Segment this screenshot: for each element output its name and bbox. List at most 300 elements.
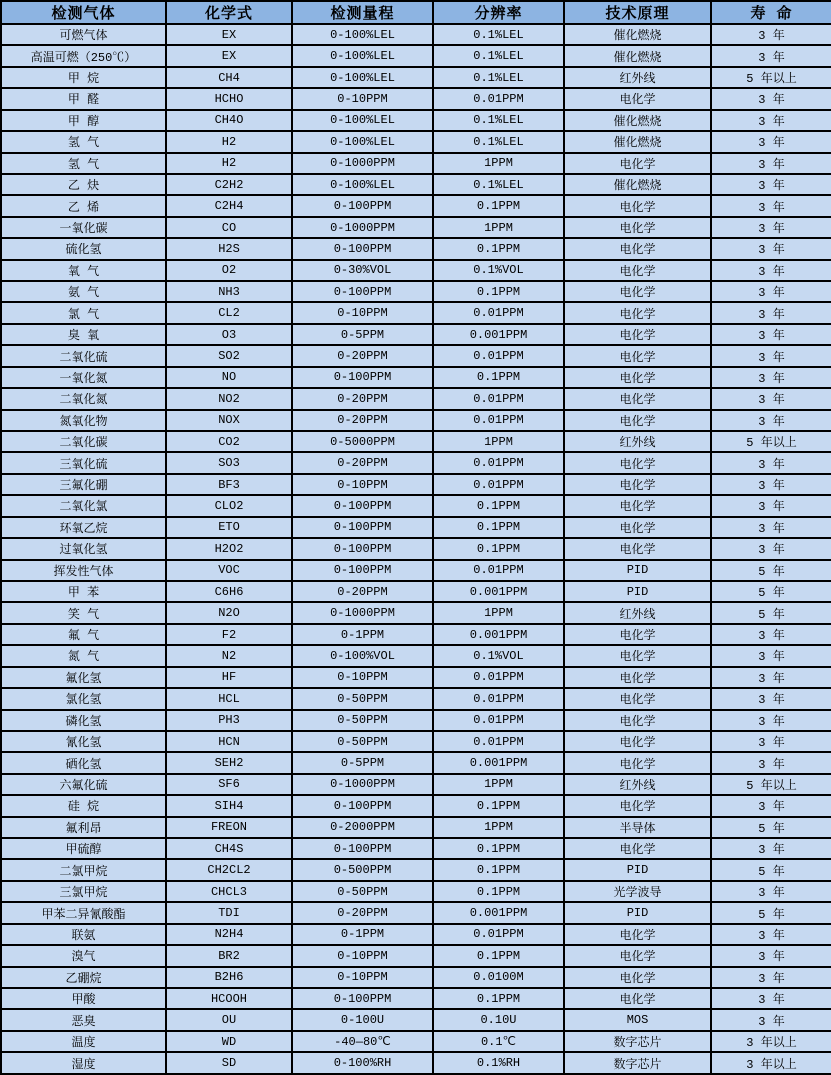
cell-formula: CHCL3	[166, 881, 292, 902]
table-row	[1, 110, 831, 131]
table-row	[1, 24, 831, 45]
cell-formula: N2O	[166, 602, 292, 623]
cell-principle: 红外线	[564, 431, 711, 452]
table-row	[1, 881, 831, 902]
cell-range: 0-1000PPM	[292, 602, 433, 623]
cell-resolution: 0.01PPM	[433, 410, 564, 431]
table-row	[1, 474, 831, 495]
cell-formula: EX	[166, 24, 292, 45]
table-row	[1, 924, 831, 945]
cell-lifespan: 3 年	[711, 1009, 831, 1030]
cell-resolution: 1PPM	[433, 602, 564, 623]
table-row	[1, 174, 831, 195]
cell-lifespan: 3 年	[711, 474, 831, 495]
cell-formula: CO2	[166, 431, 292, 452]
cell-lifespan: 3 年	[711, 260, 831, 281]
cell-range: 0-100PPM	[292, 495, 433, 516]
table-row	[1, 667, 831, 688]
table-row	[1, 324, 831, 345]
cell-range: 0-100%LEL	[292, 24, 433, 45]
cell-formula: NH3	[166, 281, 292, 302]
cell-principle: 催化燃烧	[564, 131, 711, 152]
cell-resolution: 0.1PPM	[433, 795, 564, 816]
cell-lifespan: 5 年	[711, 902, 831, 923]
table-row	[1, 388, 831, 409]
cell-formula: H2O2	[166, 538, 292, 559]
cell-principle: 电化学	[564, 495, 711, 516]
cell-formula: PH3	[166, 710, 292, 731]
cell-resolution: 0.01PPM	[433, 388, 564, 409]
cell-range: 0-10PPM	[292, 474, 433, 495]
cell-resolution: 0.01PPM	[433, 474, 564, 495]
cell-gas-name: 氟化氢	[1, 667, 166, 688]
cell-resolution: 0.1PPM	[433, 881, 564, 902]
cell-formula: EX	[166, 45, 292, 66]
cell-lifespan: 3 年	[711, 731, 831, 752]
cell-range: 0-100%LEL	[292, 110, 433, 131]
cell-principle: 电化学	[564, 345, 711, 366]
cell-principle: PID	[564, 902, 711, 923]
cell-principle: 电化学	[564, 388, 711, 409]
cell-lifespan: 5 年以上	[711, 774, 831, 795]
cell-range: 0-100%VOL	[292, 645, 433, 666]
cell-resolution: 0.001PPM	[433, 581, 564, 602]
cell-range: 0-100%LEL	[292, 131, 433, 152]
cell-resolution: 0.10U	[433, 1009, 564, 1030]
cell-resolution: 0.01PPM	[433, 560, 564, 581]
cell-gas-name: 溴气	[1, 945, 166, 966]
cell-formula: SF6	[166, 774, 292, 795]
header-row	[1, 1, 831, 24]
cell-lifespan: 3 年	[711, 131, 831, 152]
cell-principle: 电化学	[564, 153, 711, 174]
cell-gas-name: 臭 氧	[1, 324, 166, 345]
cell-formula: CH4O	[166, 110, 292, 131]
cell-gas-name: 二氧化碳	[1, 431, 166, 452]
cell-formula: HCHO	[166, 88, 292, 109]
cell-formula: CLO2	[166, 495, 292, 516]
cell-resolution: 1PPM	[433, 153, 564, 174]
cell-lifespan: 3 年	[711, 174, 831, 195]
cell-lifespan: 3 年	[711, 924, 831, 945]
cell-lifespan: 3 年	[711, 452, 831, 473]
cell-gas-name: 联氨	[1, 924, 166, 945]
table-row	[1, 431, 831, 452]
cell-lifespan: 3 年	[711, 281, 831, 302]
cell-formula: CO	[166, 217, 292, 238]
cell-resolution: 0.1%LEL	[433, 131, 564, 152]
cell-principle: 红外线	[564, 774, 711, 795]
cell-gas-name: 乙硼烷	[1, 967, 166, 988]
cell-formula: ETO	[166, 517, 292, 538]
cell-resolution: 0.0100M	[433, 967, 564, 988]
table-row	[1, 838, 831, 859]
cell-resolution: 0.1PPM	[433, 988, 564, 1009]
cell-formula: HCN	[166, 731, 292, 752]
cell-lifespan: 3 年	[711, 988, 831, 1009]
cell-formula: C2H2	[166, 174, 292, 195]
cell-resolution: 0.01PPM	[433, 452, 564, 473]
cell-formula: B2H6	[166, 967, 292, 988]
cell-principle: 电化学	[564, 88, 711, 109]
cell-resolution: 0.01PPM	[433, 302, 564, 323]
cell-lifespan: 3 年	[711, 324, 831, 345]
cell-formula: OU	[166, 1009, 292, 1030]
cell-resolution: 0.1%VOL	[433, 645, 564, 666]
cell-resolution: 1PPM	[433, 774, 564, 795]
cell-principle: 电化学	[564, 517, 711, 538]
table-row	[1, 217, 831, 238]
table-row	[1, 410, 831, 431]
cell-gas-name: 乙 炔	[1, 174, 166, 195]
cell-range: 0-100PPM	[292, 195, 433, 216]
cell-range: 0-10PPM	[292, 945, 433, 966]
cell-gas-name: 氟利昂	[1, 817, 166, 838]
cell-lifespan: 3 年	[711, 45, 831, 66]
table-row	[1, 581, 831, 602]
cell-range: 0-20PPM	[292, 452, 433, 473]
cell-principle: 电化学	[564, 988, 711, 1009]
cell-lifespan: 3 年	[711, 945, 831, 966]
cell-range: 0-10PPM	[292, 667, 433, 688]
cell-resolution: 0.001PPM	[433, 324, 564, 345]
cell-range: 0-100%LEL	[292, 67, 433, 88]
cell-resolution: 0.01PPM	[433, 345, 564, 366]
cell-lifespan: 3 年	[711, 967, 831, 988]
cell-formula: H2	[166, 153, 292, 174]
cell-formula: C6H6	[166, 581, 292, 602]
table-row	[1, 1031, 831, 1052]
cell-range: 0-20PPM	[292, 410, 433, 431]
cell-principle: PID	[564, 581, 711, 602]
cell-gas-name: 氨 气	[1, 281, 166, 302]
cell-lifespan: 5 年	[711, 560, 831, 581]
cell-gas-name: 过氧化氢	[1, 538, 166, 559]
cell-gas-name: 硅 烷	[1, 795, 166, 816]
cell-principle: 电化学	[564, 302, 711, 323]
cell-range: 0-100PPM	[292, 795, 433, 816]
cell-range: 0-20PPM	[292, 581, 433, 602]
table-row	[1, 688, 831, 709]
cell-resolution: 0.1PPM	[433, 367, 564, 388]
cell-gas-name: 三氯甲烷	[1, 881, 166, 902]
cell-lifespan: 5 年以上	[711, 431, 831, 452]
cell-gas-name: 挥发性气体	[1, 560, 166, 581]
column-header-lifespan: 寿 命	[711, 1, 831, 24]
cell-resolution: 0.1PPM	[433, 495, 564, 516]
cell-gas-name: 甲硫醇	[1, 838, 166, 859]
cell-lifespan: 3 年	[711, 881, 831, 902]
cell-range: 0-1PPM	[292, 924, 433, 945]
cell-lifespan: 3 年	[711, 24, 831, 45]
cell-gas-name: 甲 苯	[1, 581, 166, 602]
cell-resolution: 0.1PPM	[433, 538, 564, 559]
cell-principle: PID	[564, 560, 711, 581]
cell-lifespan: 3 年	[711, 710, 831, 731]
cell-gas-name: 二氯甲烷	[1, 859, 166, 880]
cell-range: 0-50PPM	[292, 731, 433, 752]
cell-lifespan: 3 年	[711, 302, 831, 323]
table-row	[1, 967, 831, 988]
cell-formula: HCL	[166, 688, 292, 709]
cell-resolution: 0.1%VOL	[433, 260, 564, 281]
cell-range: 0-100PPM	[292, 838, 433, 859]
cell-lifespan: 3 年	[711, 195, 831, 216]
cell-gas-name: 恶臭	[1, 1009, 166, 1030]
cell-range: 0-1000PPM	[292, 774, 433, 795]
cell-formula: WD	[166, 1031, 292, 1052]
cell-formula: SO3	[166, 452, 292, 473]
cell-lifespan: 3 年	[711, 88, 831, 109]
cell-gas-name: 氮 气	[1, 645, 166, 666]
table-row	[1, 560, 831, 581]
cell-lifespan: 3 年	[711, 538, 831, 559]
cell-range: 0-500PPM	[292, 859, 433, 880]
cell-range: 0-20PPM	[292, 345, 433, 366]
cell-principle: 电化学	[564, 410, 711, 431]
cell-lifespan: 3 年	[711, 752, 831, 773]
cell-principle: 电化学	[564, 667, 711, 688]
table-row	[1, 195, 831, 216]
cell-principle: 电化学	[564, 281, 711, 302]
cell-resolution: 0.001PPM	[433, 902, 564, 923]
cell-range: 0-100%LEL	[292, 174, 433, 195]
cell-resolution: 0.1PPM	[433, 195, 564, 216]
cell-lifespan: 5 年	[711, 817, 831, 838]
column-header-range: 检测量程	[292, 1, 433, 24]
table-row	[1, 645, 831, 666]
cell-resolution: 0.1%RH	[433, 1052, 564, 1074]
cell-resolution: 0.1PPM	[433, 238, 564, 259]
table-row	[1, 902, 831, 923]
cell-gas-name: 氰化氢	[1, 731, 166, 752]
cell-range: 0-20PPM	[292, 388, 433, 409]
cell-principle: 电化学	[564, 452, 711, 473]
column-header-resolution: 分辨率	[433, 1, 564, 24]
cell-principle: 电化学	[564, 645, 711, 666]
cell-gas-name: 乙 烯	[1, 195, 166, 216]
cell-range: 0-100PPM	[292, 517, 433, 538]
table-row	[1, 624, 831, 645]
cell-lifespan: 3 年	[711, 838, 831, 859]
table-row	[1, 153, 831, 174]
cell-formula: F2	[166, 624, 292, 645]
cell-gas-name: 二氧化氮	[1, 388, 166, 409]
cell-lifespan: 3 年以上	[711, 1052, 831, 1074]
cell-lifespan: 3 年	[711, 795, 831, 816]
cell-formula: N2	[166, 645, 292, 666]
cell-gas-name: 氯化氢	[1, 688, 166, 709]
cell-resolution: 0.1PPM	[433, 838, 564, 859]
table-row	[1, 1052, 831, 1074]
cell-resolution: 1PPM	[433, 817, 564, 838]
table-row	[1, 495, 831, 516]
cell-gas-name: 氢 气	[1, 131, 166, 152]
cell-lifespan: 3 年	[711, 667, 831, 688]
cell-lifespan: 5 年	[711, 581, 831, 602]
cell-gas-name: 甲酸	[1, 988, 166, 1009]
cell-gas-name: 三氟化硼	[1, 474, 166, 495]
cell-principle: 电化学	[564, 260, 711, 281]
cell-principle: 电化学	[564, 924, 711, 945]
cell-gas-name: 甲苯二异氰酸酯	[1, 902, 166, 923]
cell-range: 0-5PPM	[292, 752, 433, 773]
cell-formula: SO2	[166, 345, 292, 366]
table-row	[1, 774, 831, 795]
cell-formula: H2S	[166, 238, 292, 259]
cell-principle: 电化学	[564, 217, 711, 238]
cell-range: 0-100PPM	[292, 281, 433, 302]
cell-gas-name: 一氧化氮	[1, 367, 166, 388]
cell-principle: 电化学	[564, 795, 711, 816]
cell-principle: 电化学	[564, 195, 711, 216]
cell-formula: O2	[166, 260, 292, 281]
cell-range: 0-10PPM	[292, 88, 433, 109]
table-row	[1, 795, 831, 816]
cell-resolution: 0.1%LEL	[433, 110, 564, 131]
cell-lifespan: 3 年以上	[711, 1031, 831, 1052]
cell-formula: CH2CL2	[166, 859, 292, 880]
cell-range: 0-5PPM	[292, 324, 433, 345]
cell-gas-name: 氟 气	[1, 624, 166, 645]
cell-principle: 电化学	[564, 752, 711, 773]
cell-lifespan: 3 年	[711, 388, 831, 409]
cell-range: 0-10PPM	[292, 302, 433, 323]
table-row	[1, 367, 831, 388]
cell-formula: HF	[166, 667, 292, 688]
cell-gas-name: 一氧化碳	[1, 217, 166, 238]
cell-gas-name: 高温可燃（250℃）	[1, 45, 166, 66]
table-row	[1, 452, 831, 473]
cell-gas-name: 六氟化硫	[1, 774, 166, 795]
table-row	[1, 345, 831, 366]
cell-formula: H2	[166, 131, 292, 152]
cell-resolution: 0.1%LEL	[433, 174, 564, 195]
cell-resolution: 0.01PPM	[433, 731, 564, 752]
cell-formula: BF3	[166, 474, 292, 495]
cell-principle: 催化燃烧	[564, 24, 711, 45]
table-row	[1, 45, 831, 66]
cell-principle: 电化学	[564, 731, 711, 752]
cell-formula: BR2	[166, 945, 292, 966]
cell-gas-name: 氯 气	[1, 302, 166, 323]
table-row	[1, 131, 831, 152]
cell-lifespan: 3 年	[711, 153, 831, 174]
cell-principle: 红外线	[564, 602, 711, 623]
cell-principle: 电化学	[564, 688, 711, 709]
cell-resolution: 0.001PPM	[433, 624, 564, 645]
cell-formula: N2H4	[166, 924, 292, 945]
cell-principle: 红外线	[564, 67, 711, 88]
cell-lifespan: 5 年	[711, 602, 831, 623]
cell-range: 0-30%VOL	[292, 260, 433, 281]
cell-formula: SIH4	[166, 795, 292, 816]
cell-gas-name: 硫化氢	[1, 238, 166, 259]
cell-range: 0-100U	[292, 1009, 433, 1030]
cell-lifespan: 5 年以上	[711, 67, 831, 88]
cell-resolution: 0.1PPM	[433, 517, 564, 538]
cell-gas-name: 可燃气体	[1, 24, 166, 45]
cell-resolution: 0.01PPM	[433, 710, 564, 731]
table-row	[1, 1009, 831, 1030]
cell-principle: 催化燃烧	[564, 174, 711, 195]
cell-principle: 电化学	[564, 538, 711, 559]
cell-principle: 电化学	[564, 324, 711, 345]
table-row	[1, 67, 831, 88]
cell-principle: PID	[564, 859, 711, 880]
cell-principle: 半导体	[564, 817, 711, 838]
cell-range: 0-100%LEL	[292, 45, 433, 66]
cell-lifespan: 3 年	[711, 645, 831, 666]
cell-formula: NOX	[166, 410, 292, 431]
cell-principle: 催化燃烧	[564, 110, 711, 131]
table-row	[1, 260, 831, 281]
cell-resolution: 0.001PPM	[433, 752, 564, 773]
cell-range: 0-10PPM	[292, 967, 433, 988]
cell-gas-name: 氮氧化物	[1, 410, 166, 431]
cell-principle: 电化学	[564, 624, 711, 645]
cell-formula: VOC	[166, 560, 292, 581]
gas-table-body	[1, 24, 831, 1074]
cell-principle: 电化学	[564, 474, 711, 495]
cell-range: 0-50PPM	[292, 710, 433, 731]
cell-principle: 电化学	[564, 967, 711, 988]
cell-range: 0-100PPM	[292, 367, 433, 388]
cell-resolution: 0.01PPM	[433, 924, 564, 945]
cell-formula: FREON	[166, 817, 292, 838]
cell-resolution: 0.01PPM	[433, 88, 564, 109]
cell-formula: O3	[166, 324, 292, 345]
cell-gas-name: 甲 醇	[1, 110, 166, 131]
cell-range: 0-20PPM	[292, 902, 433, 923]
cell-lifespan: 3 年	[711, 688, 831, 709]
cell-lifespan: 3 年	[711, 217, 831, 238]
table-row	[1, 238, 831, 259]
cell-resolution: 0.01PPM	[433, 667, 564, 688]
cell-resolution: 0.1%LEL	[433, 24, 564, 45]
cell-lifespan: 3 年	[711, 624, 831, 645]
cell-lifespan: 3 年	[711, 110, 831, 131]
column-header-principle: 技术原理	[564, 1, 711, 24]
cell-resolution: 0.1%LEL	[433, 45, 564, 66]
table-row	[1, 752, 831, 773]
cell-formula: CL2	[166, 302, 292, 323]
cell-principle: 电化学	[564, 367, 711, 388]
cell-principle: 数字芯片	[564, 1052, 711, 1074]
cell-lifespan: 3 年	[711, 410, 831, 431]
cell-resolution: 0.01PPM	[433, 688, 564, 709]
cell-formula: NO2	[166, 388, 292, 409]
cell-gas-name: 温度	[1, 1031, 166, 1052]
table-row	[1, 302, 831, 323]
cell-formula: SD	[166, 1052, 292, 1074]
cell-gas-name: 笑 气	[1, 602, 166, 623]
cell-range: 0-5000PPM	[292, 431, 433, 452]
cell-range: 0-1000PPM	[292, 153, 433, 174]
cell-formula: NO	[166, 367, 292, 388]
cell-gas-name: 环氧乙烷	[1, 517, 166, 538]
cell-gas-name: 三氧化硫	[1, 452, 166, 473]
cell-formula: C2H4	[166, 195, 292, 216]
cell-resolution: 0.1PPM	[433, 945, 564, 966]
cell-principle: 电化学	[564, 945, 711, 966]
cell-principle: 电化学	[564, 710, 711, 731]
cell-gas-name: 硒化氢	[1, 752, 166, 773]
cell-principle: 数字芯片	[564, 1031, 711, 1052]
table-row	[1, 517, 831, 538]
cell-resolution: 0.1PPM	[433, 859, 564, 880]
cell-gas-name: 氧 气	[1, 260, 166, 281]
